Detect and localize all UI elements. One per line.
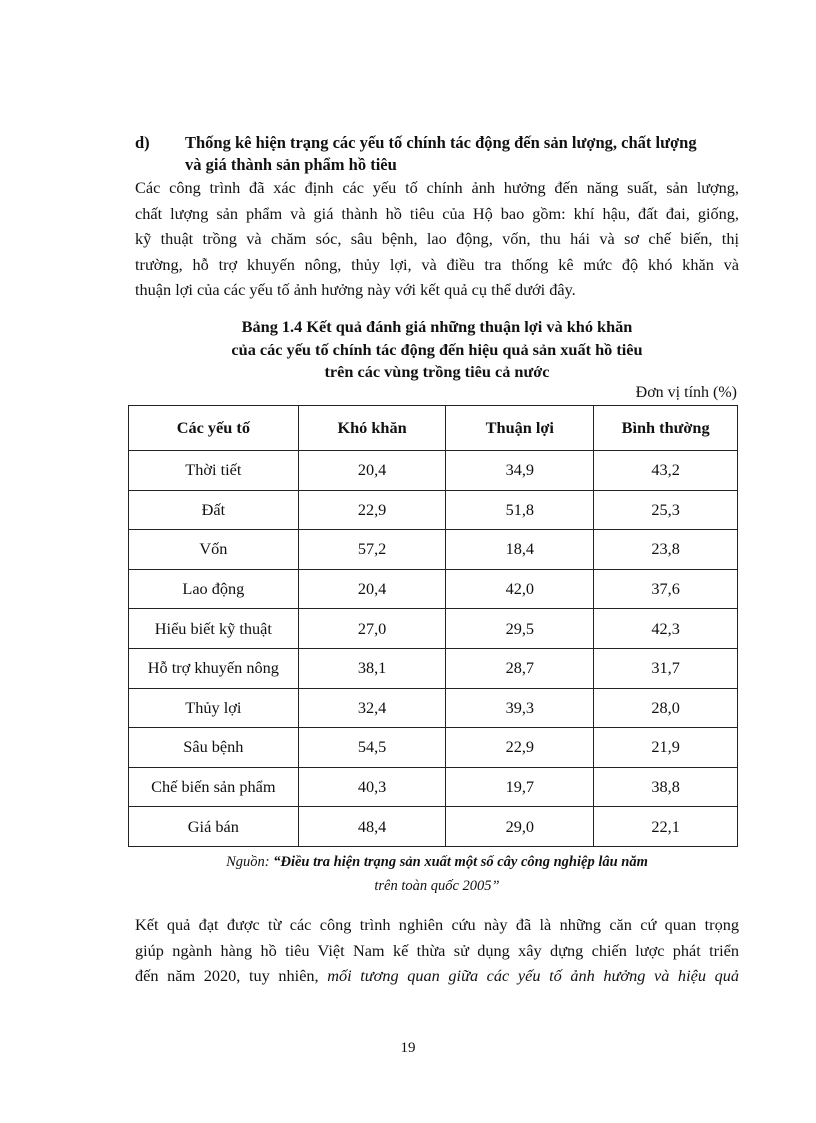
conclusion-paragraph [135, 912, 739, 989]
factor-cell: Đất [129, 490, 299, 530]
table-row [129, 609, 738, 649]
table-row [129, 688, 738, 728]
results-table [128, 405, 738, 847]
factor-cell: Thời tiết [129, 451, 299, 491]
factor-cell: Hiểu biết kỹ thuật [129, 609, 299, 649]
difficult-cell: 54,5 [298, 728, 446, 768]
normal-cell: 42,3 [594, 609, 738, 649]
header-factors: Các yếu tố [129, 406, 299, 451]
section-title [185, 132, 745, 176]
paragraph-line: kỹ thuật trồng và chăm sóc, sâu bệnh, lao động, vốn, thu hái và sơ chế biến, thị [135, 229, 739, 249]
factor-cell: Chế biến sản phẩm [129, 767, 299, 807]
normal-cell: 31,7 [594, 648, 738, 688]
table-caption [135, 316, 739, 384]
table-header-row [129, 406, 738, 451]
difficult-cell: 32,4 [298, 688, 446, 728]
paragraph-line: Các công trình đã xác định các yếu tố chính ảnh hưởng đến năng suất, sản lượng, [135, 178, 739, 197]
normal-cell: 22,1 [594, 807, 738, 847]
source-line-2: trên toàn quốc 2005” [374, 877, 500, 894]
favorable-cell: 34,9 [446, 451, 594, 491]
page-number: 19 [400, 1040, 416, 1056]
paragraph-line: chất lượng sản phẩm và giá thành hồ tiêu của Hộ bao gồm: khí hậu, đất đai, giống, [135, 203, 739, 223]
unit-label: Đơn vị tính (%) [635, 384, 737, 401]
table-source [135, 851, 739, 898]
difficult-cell: 20,4 [298, 569, 446, 609]
source-prefix: Nguồn: [226, 854, 274, 870]
factor-cell: Hỗ trợ khuyến nông [129, 648, 299, 688]
favorable-cell: 22,9 [446, 728, 594, 768]
section-letter: d) [135, 133, 150, 152]
table-row [129, 569, 738, 609]
paragraph-emphasis: mối tương quan giữa các yếu tố ảnh hưởng và hiệu quả [327, 966, 739, 986]
favorable-cell: 29,5 [446, 609, 594, 649]
favorable-cell: 42,0 [446, 569, 594, 609]
table-body [129, 451, 738, 847]
paragraph-line: trường, hỗ trợ khuyến nông, thủy lợi, và điều tra thống kê mức độ khó khăn và [135, 254, 739, 274]
caption-line-2: của các yếu tố chính tác động đến hiệu quả sản xuất hồ tiêu [231, 339, 643, 359]
difficult-cell: 48,4 [298, 807, 446, 847]
factor-cell: Thủy lợi [129, 688, 299, 728]
table-row [129, 807, 738, 847]
favorable-cell: 39,3 [446, 688, 594, 728]
header-normal: Bình thường [594, 406, 738, 451]
header-difficult: Khó khăn [298, 406, 446, 451]
section-title-line-1: Thống kê hiện trạng các yếu tố chính tác động đến sản lượng, chất lượng [185, 133, 697, 152]
caption-line-1: Bảng 1.4 Kết quả đánh giá những thuận lợi và khó khăn [241, 317, 633, 336]
favorable-cell: 51,8 [446, 490, 594, 530]
section-title-line-2: và giá thành sản phẩm hồ tiêu [185, 155, 397, 174]
source-line-1 [135, 851, 739, 875]
table-row [129, 767, 738, 807]
factor-cell: Sâu bệnh [129, 728, 299, 768]
normal-cell: 43,2 [594, 451, 738, 491]
paragraph-line [135, 963, 739, 989]
factor-cell: Vốn [129, 530, 299, 570]
difficult-cell: 38,1 [298, 648, 446, 688]
factor-cell: Giá bán [129, 807, 299, 847]
favorable-cell: 29,0 [446, 807, 594, 847]
table-row [129, 451, 738, 491]
paragraph-line: thuận lợi của các yếu tố ảnh hưởng này với kết quả cụ thể dưới đây. [135, 280, 576, 300]
paragraph-line: giúp ngành hàng hồ tiêu Việt Nam kế thừa sử dụng xây dựng chiến lược phát triển [135, 940, 739, 960]
normal-cell: 21,9 [594, 728, 738, 768]
intro-paragraph [135, 175, 739, 303]
table-row [129, 490, 738, 530]
source-title: “Điều tra hiện trạng sản xuất một số cây công nghiệp lâu năm [273, 854, 648, 870]
normal-cell: 23,8 [594, 530, 738, 570]
header-favorable: Thuận lợi [446, 406, 594, 451]
difficult-cell: 22,9 [298, 490, 446, 530]
difficult-cell: 27,0 [298, 609, 446, 649]
table-row [129, 648, 738, 688]
normal-cell: 37,6 [594, 569, 738, 609]
paragraph-line: Kết quả đạt được từ các công trình nghiên cứu này đã là những căn cứ quan trọng [135, 915, 739, 934]
favorable-cell: 28,7 [446, 648, 594, 688]
normal-cell: 28,0 [594, 688, 738, 728]
normal-cell: 38,8 [594, 767, 738, 807]
factor-cell: Lao động [129, 569, 299, 609]
favorable-cell: 18,4 [446, 530, 594, 570]
paragraph-text: đến năm 2020, tuy nhiên, [135, 966, 328, 986]
table-row [129, 530, 738, 570]
favorable-cell: 19,7 [446, 767, 594, 807]
caption-line-3: trên các vùng trồng tiêu cả nước [324, 362, 550, 381]
normal-cell: 25,3 [594, 490, 738, 530]
difficult-cell: 40,3 [298, 767, 446, 807]
table-row [129, 728, 738, 768]
difficult-cell: 57,2 [298, 530, 446, 570]
difficult-cell: 20,4 [298, 451, 446, 491]
